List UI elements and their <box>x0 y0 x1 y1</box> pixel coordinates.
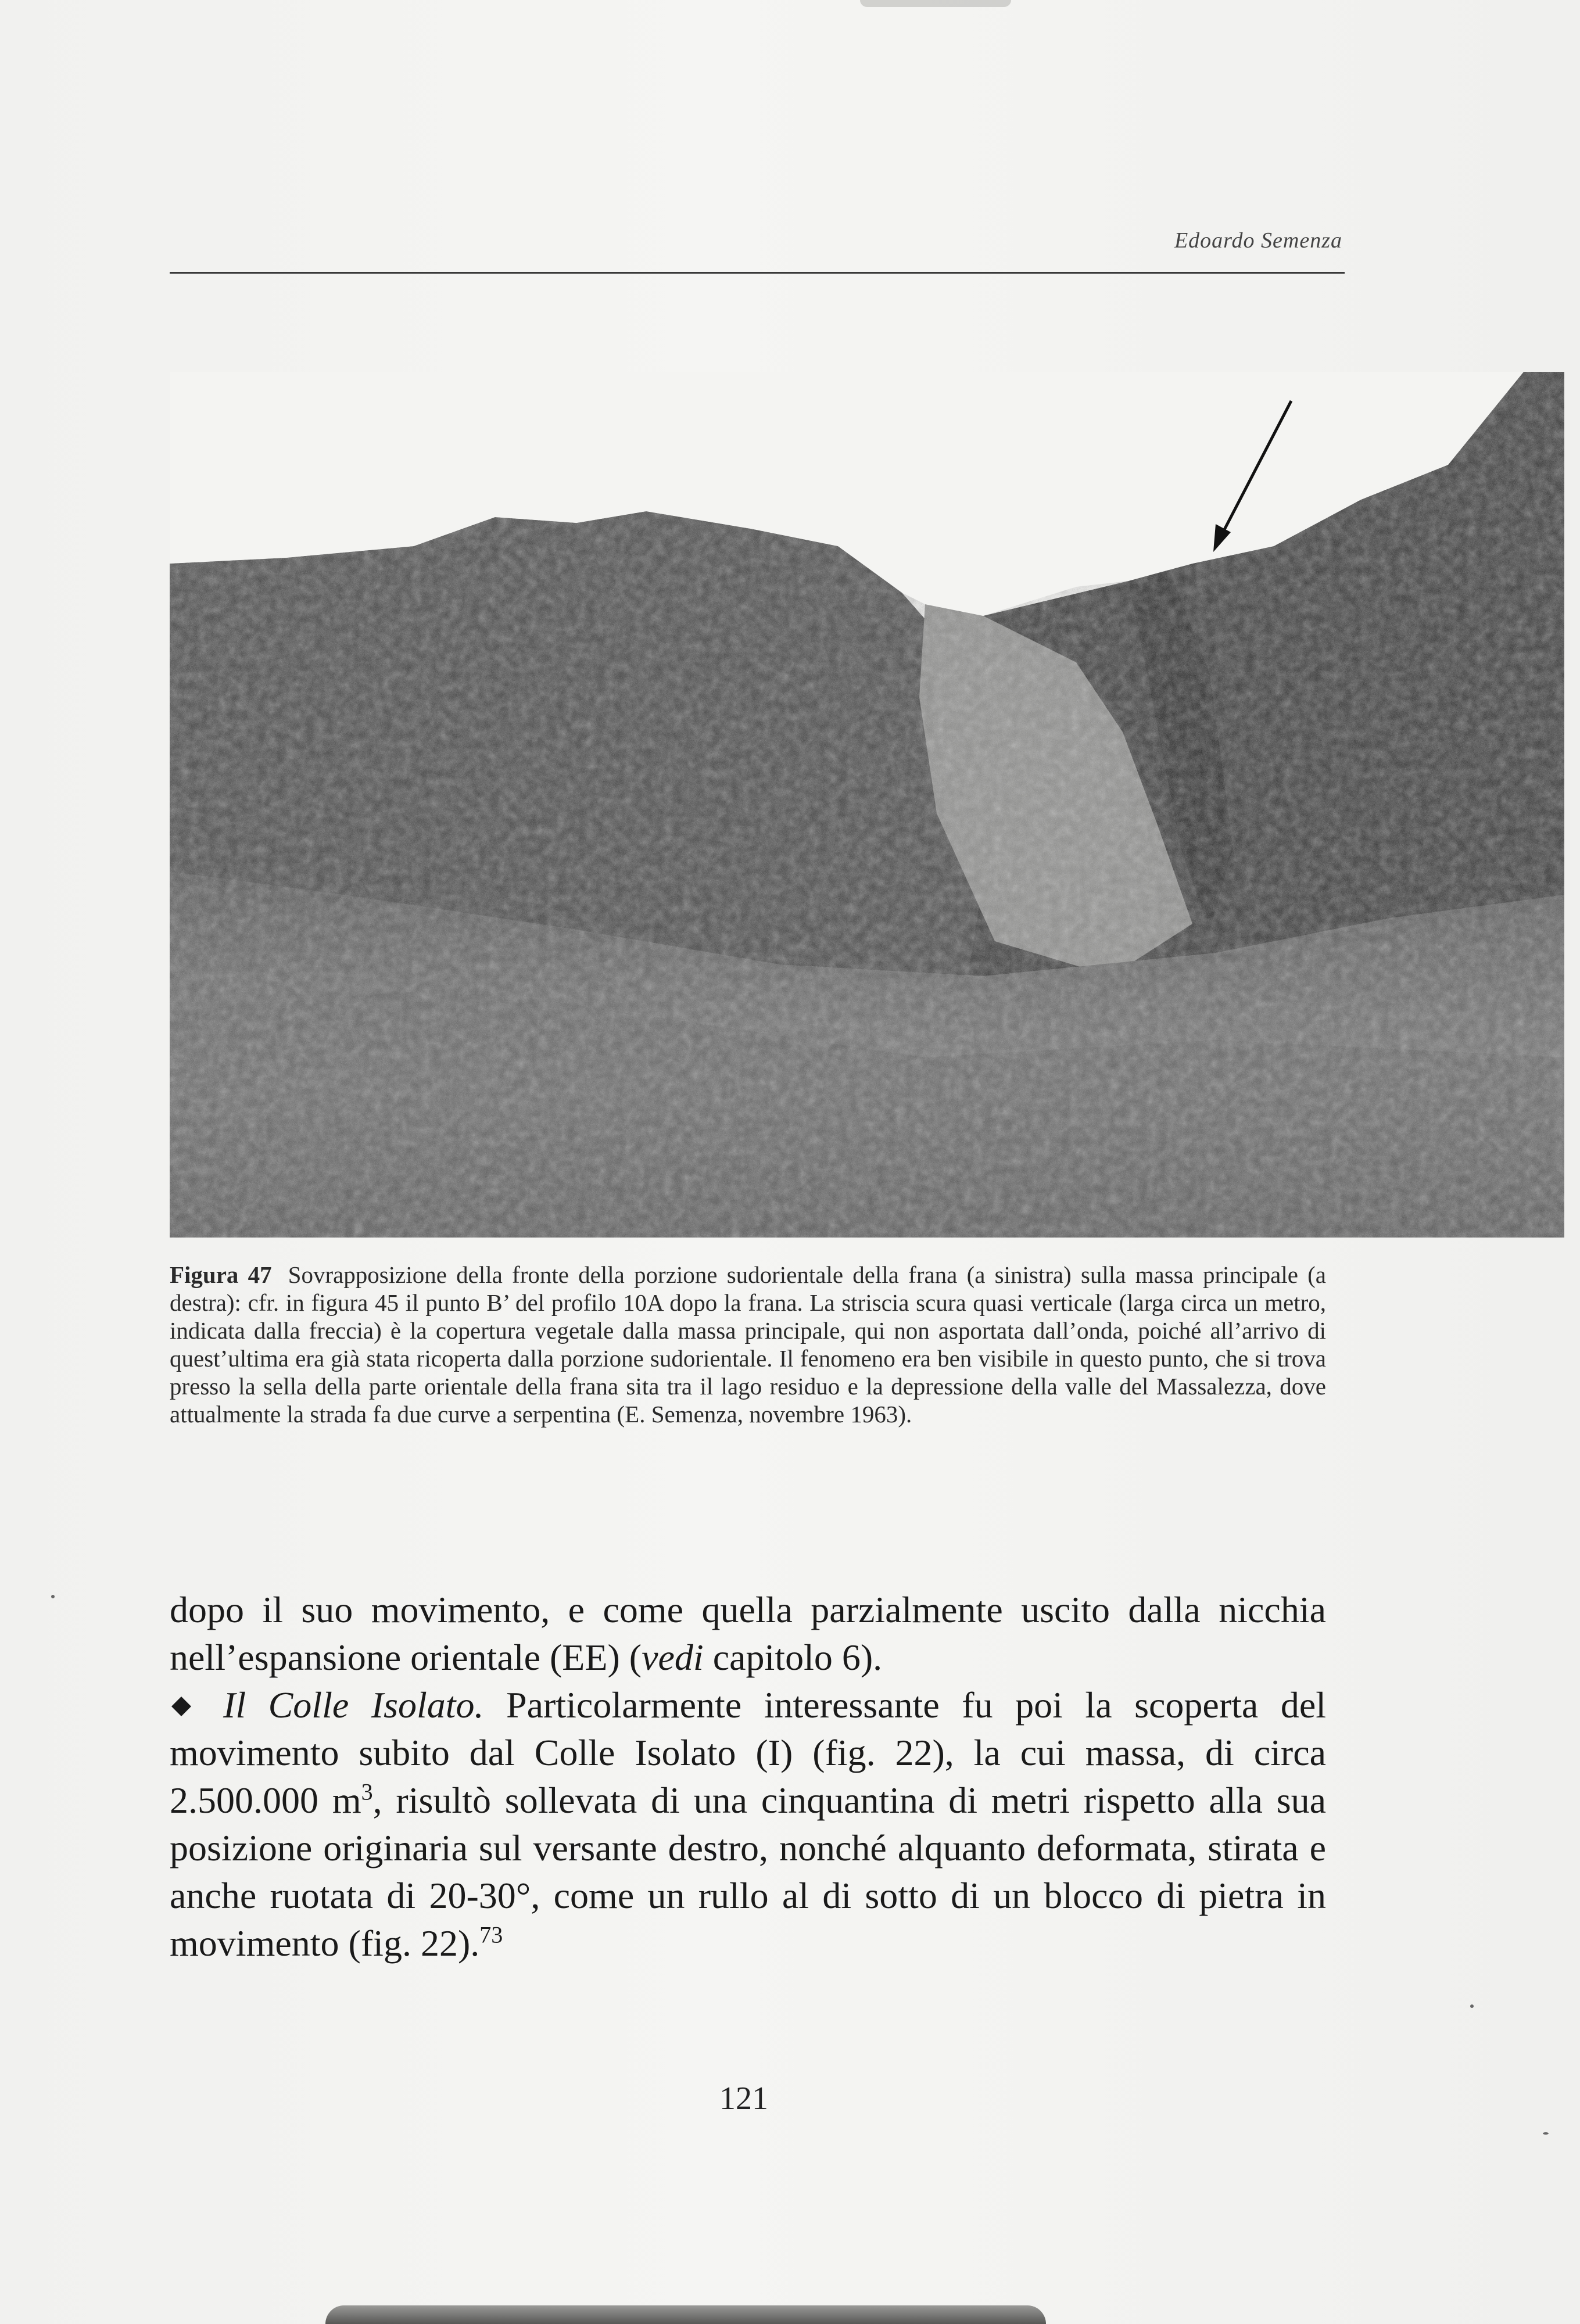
paragraph-2 <box>170 1681 1326 1967</box>
dust-speck <box>1543 2132 1549 2135</box>
figure-caption <box>170 1261 1326 1428</box>
figure-label: Figura 47 <box>170 1261 272 1288</box>
paragraph-1-end: capitolo 6). <box>703 1637 883 1678</box>
body-text <box>170 1586 1326 1967</box>
landslide-photograph <box>170 372 1564 1238</box>
running-head: Edoardo Semenza <box>1174 228 1342 253</box>
section-title: Il Colle Isolato. <box>223 1684 484 1726</box>
paragraph-1-emphasis: vedi <box>642 1637 704 1678</box>
page-edge-shadow-top <box>860 0 1011 7</box>
footnote-reference: 73 <box>479 1921 503 1948</box>
paragraph-1-text: dopo il suo movimento, e come quella parzialmente uscito dalla nicchia nell’espansione orientale (EE) ( <box>170 1589 1326 1678</box>
dust-speck <box>51 1595 55 1598</box>
figure-caption-text: Sovrapposizione della fronte della porzione sudorientale della frana (a sinistra) sulla massa principale (a destra): cfr. in figura 45 il punto B’ del profilo 10A dopo la frana. La striscia scura quasi verticale (larga circa un metro, indicata dalla freccia) è la copertura vegetale dalla massa principale, qui non asportata dall’onda, poiché all’arrivo di quest’ultima era già stata ricoperta dalla porzione sudorientale. Il fenomeno era ben visibile in questo punto, che si trova presso la sella della parte orientale della frana sita tra il lago residuo e la depressione della valle del Massalezza, dove attualmente la strada fa due curve a serpentina (E. Semenza, novembre 1963). <box>170 1261 1327 1428</box>
paragraph-2-text-a: Particolarmente interessante fu poi la scoperta del movimento subito dal Colle Isolato (I) (fig. 22), la cui massa, di circa 2.500.000 m <box>170 1684 1327 1821</box>
paragraph-2-text-b: , risultò sollevata di una cinquantina di metri rispetto alla sua posizione originaria sul versante destro, nonché alquanto deformata, stirata e anche ruotata di 20-30°, come un rullo al di sotto di un blocco di pietra in movimento (fig. 22). <box>170 1780 1326 1964</box>
page-edge-shadow-bottom <box>325 2305 1046 2324</box>
dust-speck <box>1470 2004 1474 2008</box>
diamond-bullet-icon <box>171 1697 191 1716</box>
superscript-cube: 3 <box>361 1778 373 1805</box>
header-rule <box>170 272 1345 274</box>
paragraph-1 <box>170 1586 1326 1681</box>
page-number: 121 <box>719 2081 768 2117</box>
